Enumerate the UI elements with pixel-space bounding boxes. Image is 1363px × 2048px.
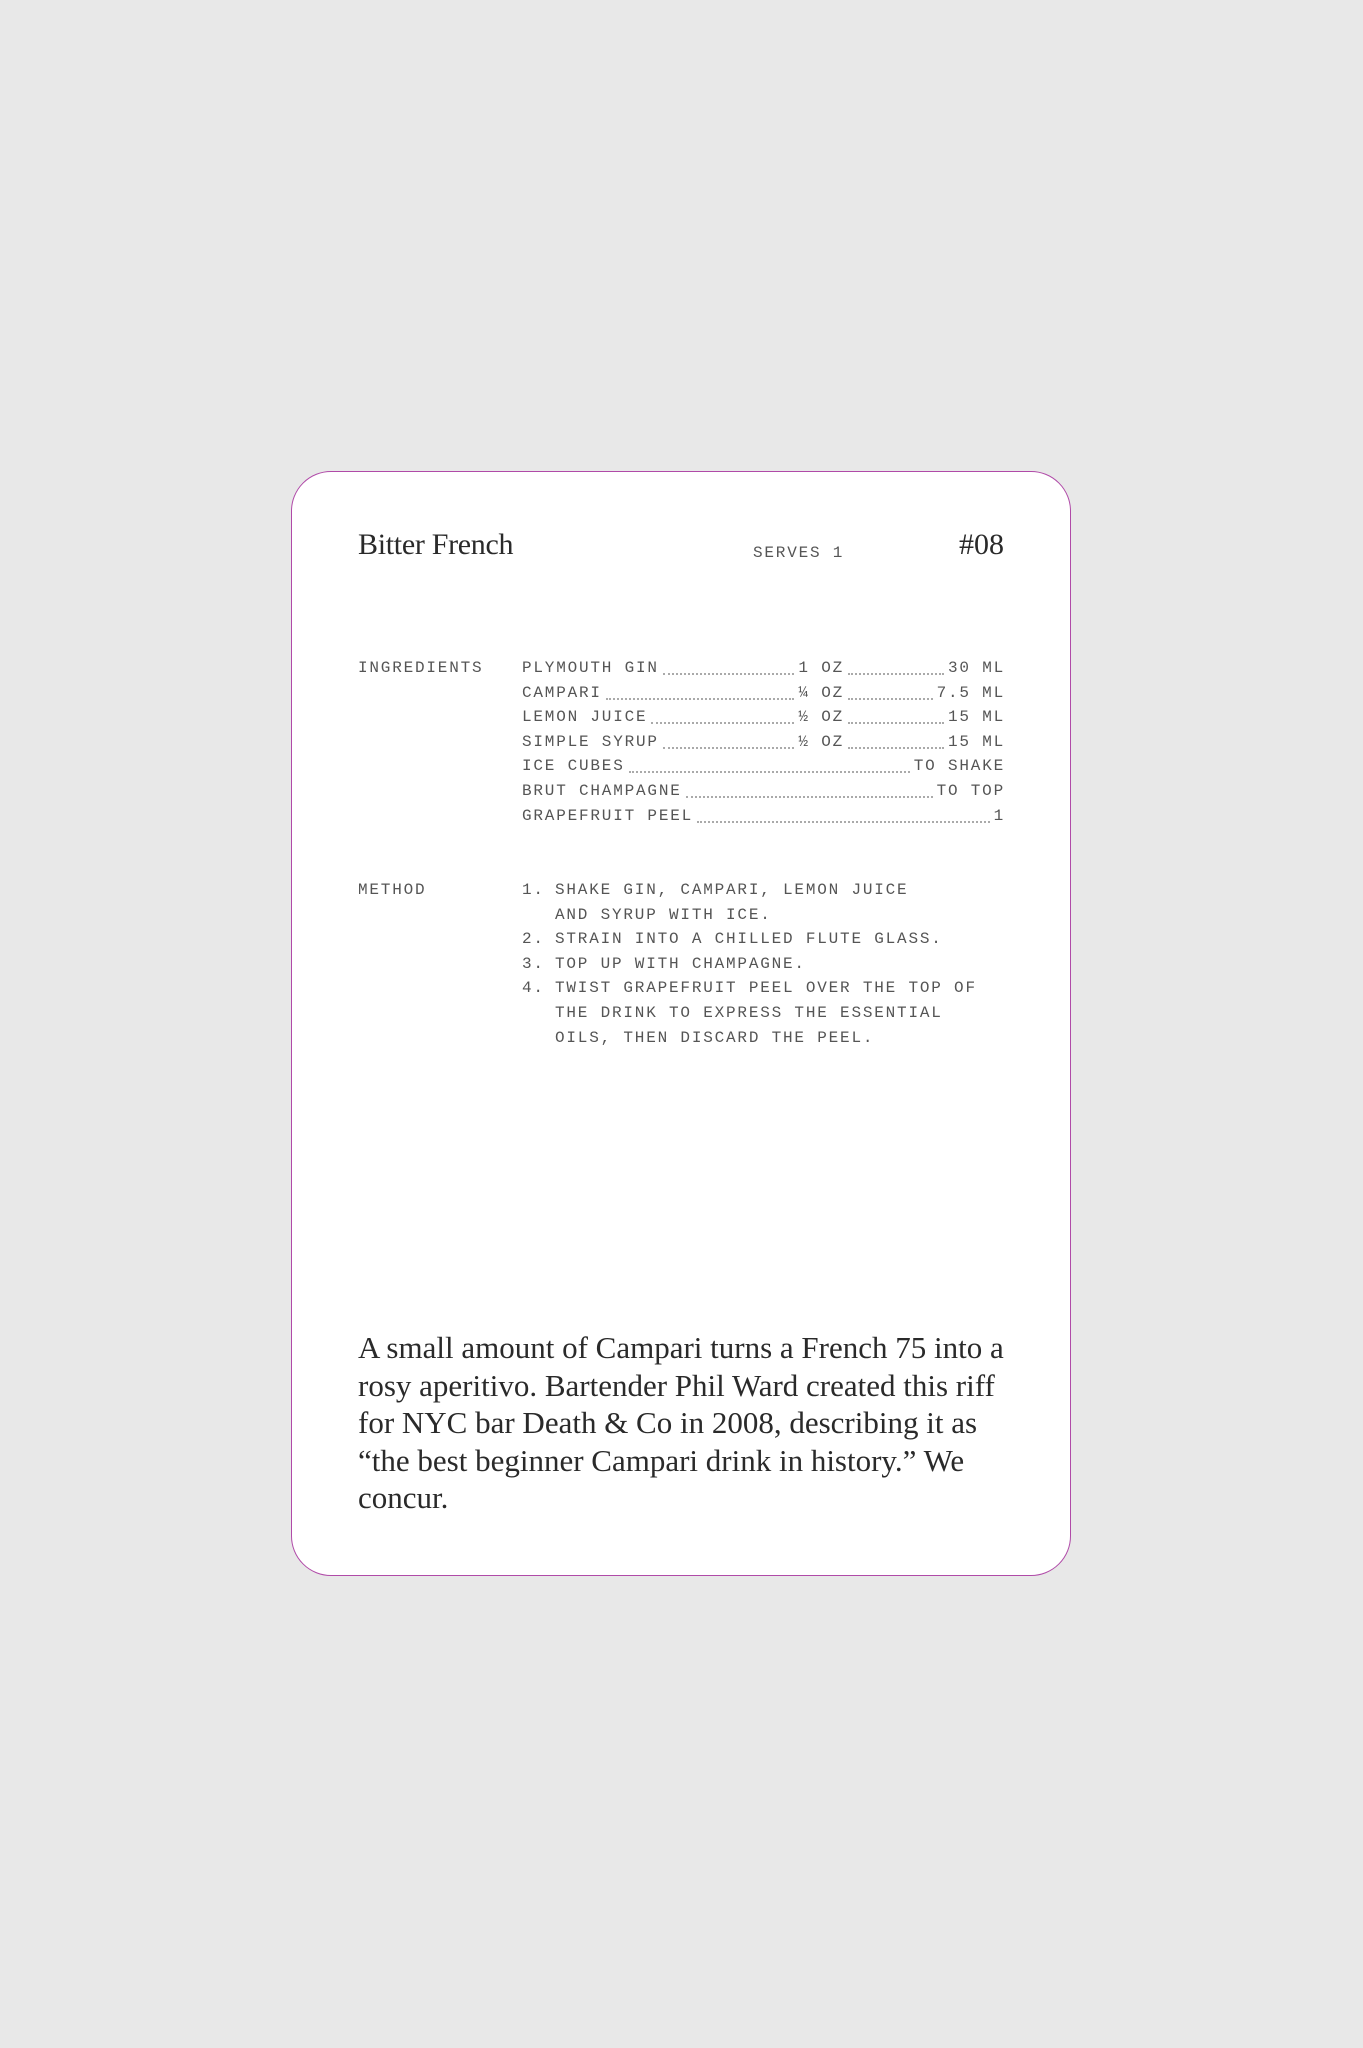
method-list <box>522 878 992 1050</box>
dot-leader <box>663 730 795 749</box>
step-text: SHAKE GIN, CAMPARI, LEMON JUICE AND SYRUP WITH ICE. <box>555 881 909 924</box>
ingredients-label: INGREDIENTS <box>358 659 484 677</box>
ingredient-name: BRUT CHAMPAGNE <box>522 781 682 800</box>
ingredient-oz: ½ OZ <box>798 732 844 751</box>
dot-leader <box>848 681 933 700</box>
ingredient-ml: 15 ML <box>947 708 1005 727</box>
ingredient-row <box>522 804 1005 829</box>
dot-leader <box>629 754 910 773</box>
ingredient-name: PLYMOUTH GIN <box>522 659 659 677</box>
step-number: 2. <box>522 930 545 949</box>
method-label: METHOD <box>358 881 427 899</box>
step-text: STRAIN INTO A CHILLED FLUTE GLASS. <box>555 930 943 949</box>
ingredient-row <box>522 730 1005 755</box>
dot-leader <box>606 681 795 700</box>
ingredient-row <box>522 681 1005 706</box>
method-step <box>522 952 992 977</box>
recipe-number: #08 <box>959 528 1004 561</box>
ingredient-name: SIMPLE SYRUP <box>522 732 659 751</box>
dot-leader <box>651 705 794 724</box>
ingredient-ml: 7.5 ML <box>936 683 1005 702</box>
dot-leader <box>697 804 990 823</box>
ingredient-ml: 15 ML <box>947 732 1005 751</box>
step-text: TOP UP WITH CHAMPAGNE. <box>555 954 806 973</box>
ingredient-ml: 30 ML <box>947 659 1005 677</box>
method-step <box>522 878 992 927</box>
step-number: 1. <box>522 881 545 899</box>
ingredient-row <box>522 754 1005 779</box>
dot-leader <box>848 705 944 724</box>
method-step <box>522 976 992 1050</box>
ingredient-row <box>522 705 1005 730</box>
step-number: 4. <box>522 979 545 998</box>
dot-leader <box>663 656 795 675</box>
method-step <box>522 927 992 952</box>
ingredient-name: LEMON JUICE <box>522 708 648 727</box>
ingredient-amount: 1 <box>993 806 1005 825</box>
ingredient-oz: 1 OZ <box>798 659 844 677</box>
dot-leader <box>686 779 933 798</box>
step-text: TWIST GRAPEFRUIT PEEL OVER THE TOP OF THE DRINK TO EXPRESS THE ESSENTIAL OILS, THEN DISCARD THE PEEL. <box>555 979 977 1047</box>
ingredient-amount: TO TOP <box>936 781 1005 800</box>
ingredient-row <box>522 656 1005 681</box>
step-number: 3. <box>522 954 545 973</box>
ingredient-amount: TO SHAKE <box>913 757 1005 776</box>
recipe-description: A small amount of Campari turns a French 75 into a rosy aperitivo. Bartender Phil Ward created this riff for NYC bar Death & Co in 2008, describing it as “the best beginner Campari drink in history.” We concur. <box>358 1330 1004 1515</box>
dot-leader <box>848 656 944 675</box>
serves-count: SERVES 1 <box>753 544 845 562</box>
ingredient-oz: ½ OZ <box>798 708 844 727</box>
ingredient-name: ICE CUBES <box>522 757 625 776</box>
ingredient-oz: ¼ OZ <box>798 683 844 702</box>
ingredient-name: GRAPEFRUIT PEEL <box>522 806 694 825</box>
recipe-card <box>291 471 1071 1576</box>
ingredient-name: CAMPARI <box>522 683 602 702</box>
ingredient-row <box>522 779 1005 804</box>
recipe-title: Bitter French <box>358 528 514 561</box>
dot-leader <box>848 730 944 749</box>
ingredients-list <box>522 656 1005 828</box>
